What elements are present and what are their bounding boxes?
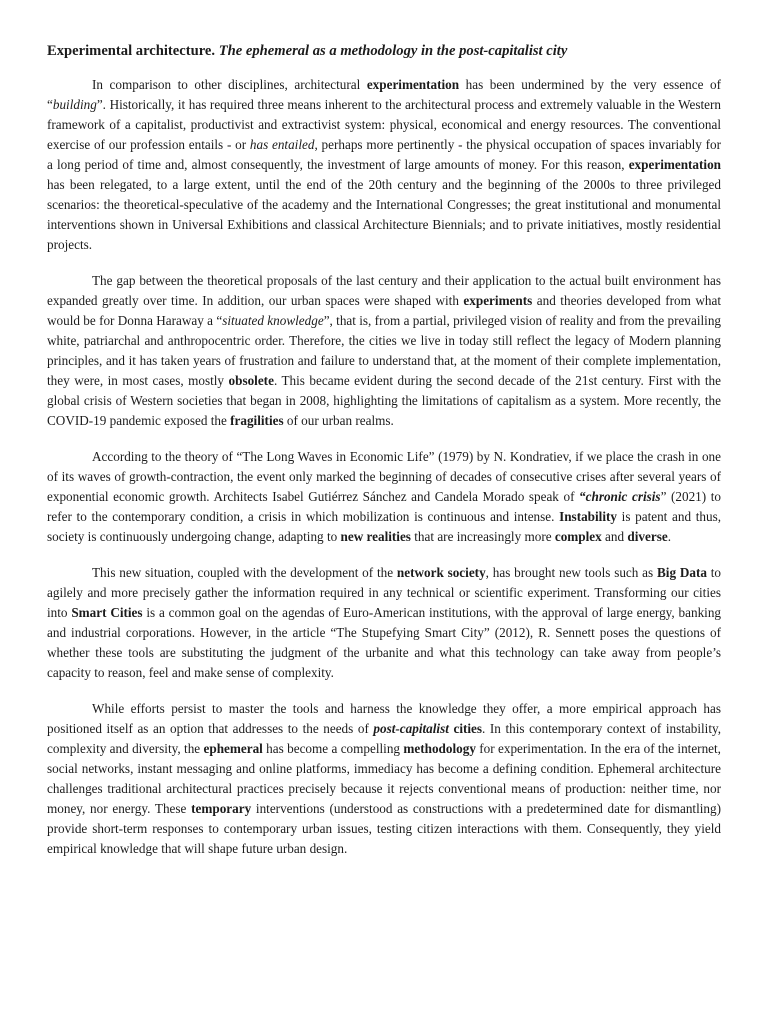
- italic-term: situated knowledge: [222, 313, 324, 328]
- emphasized-term: experimentation: [366, 77, 460, 92]
- paragraph-text: , has brought new tools such as: [485, 565, 657, 580]
- paragraph-text: .: [667, 529, 671, 544]
- paragraph-text: and theories developed from what would be for Donna Haraway a “: [47, 293, 721, 328]
- paragraph-text: is a common goal on the agendas of Euro-American institutions, with the approval of large energy, banking and industrial corporations. However, in the article “The Stupefying Smart City” (2012), R. Sennett poses the questions of whether these tools are substituting the judgment of the urbanite and what this technology can take away from people’s capacity to reason, feel and make sense of complexity.: [47, 605, 722, 680]
- emphasized-term: obsolete: [228, 373, 274, 388]
- document-title: [47, 40, 721, 62]
- paragraph: [47, 75, 721, 255]
- paragraph-text: has been relegated, to a large extent, until the end of the 20th century and the beginning of the 2000s to three privileged scenarios: the theoretical-speculative of the academy and the International Congresses; the great institutional and monumental interventions shown in Universal Exhibitions and classical Architecture Biennials; and to private initiatives, mostly residential projects.: [47, 177, 721, 252]
- emphasized-term: cities: [453, 721, 483, 736]
- emphasized-term: complex: [554, 529, 602, 544]
- emphasized-term: Instability: [559, 509, 617, 524]
- title-main: Experimental architecture.: [47, 43, 216, 59]
- paragraph: [47, 699, 721, 859]
- emphasized-term: ephemeral: [203, 741, 263, 756]
- emphasized-term: network society: [396, 565, 486, 580]
- paragraph-text: ” (2021) to refer to the contemporary condition, a crisis in which mobilization is continuous and intense.: [47, 489, 721, 524]
- emphasized-term: Smart Cities: [71, 605, 143, 620]
- paragraph-text: of our urban realms.: [283, 413, 394, 428]
- paragraph-text: ”. Historically, it has required three means inherent to the architectural process and extremely valuable in the Western framework of a capitalist, productivist and extractivist system: physical, economical and energy resources. The conventional exercise of our profession entails - or: [47, 97, 721, 152]
- emphasized-term: Big Data: [656, 565, 707, 580]
- emphasized-term: new realities: [340, 529, 411, 544]
- italic-term: has entailed: [249, 137, 315, 152]
- document-page: [47, 40, 721, 876]
- emphasized-term: experimentation: [628, 157, 721, 172]
- paragraph-text: According to the theory of “The Long Waves in Economic Life” (1979) by N. Kondratiev, if we place the crash in one of its waves of growth-contraction, the event only marked the beginning of decades of consecutive crises after several years of exponential economic growth. Architects Isabel Gutiérrez Sánchez and Candela Morado speak of: [47, 449, 721, 504]
- paragraph-text: , perhaps more pertinently - the physical occupation of spaces invariably for a long period of time and, almost consequently, the investment of large amounts of money. For this reason,: [47, 137, 722, 172]
- emphasized-term: experiments: [463, 293, 533, 308]
- paragraph-text: interventions (understood as constructions with a predetermined date for dismantling) provide short-term responses to contemporary urban issues, testing citizen interactions with them. Consequently, they yield empirical knowledge that will shape future urban design.: [47, 801, 721, 856]
- paragraph-text: has become a compelling: [262, 741, 404, 756]
- emphasized-term: diverse: [627, 529, 668, 544]
- paragraph: [47, 447, 721, 547]
- paragraph-text: has been undermined by the very essence of “: [47, 77, 722, 112]
- paragraph: [47, 563, 721, 683]
- paragraph-text: ”, that is, from a partial, privileged vision of reality and from the prevailing white, patriarchal and anthropocentric order. Therefore, the cities we live in today still reflect the legacy of Modern planning principles, and it has taken years of frustration and failure to understand that, at the moment of their complete implementation, they were, in most cases, mostly: [47, 313, 722, 388]
- paragraph-text: for experimentation. In the era of the internet, social networks, instant messaging and online platforms, immediacy has become a defining condition. Ephemeral architecture challenges traditional architectural practices precisely because it rejects conventional means of production: neither time, nor money, nor energy. These: [47, 741, 721, 816]
- paragraph-text: that are increasingly more: [410, 529, 555, 544]
- paragraph-text: The gap between the theoretical proposals of the last century and their application to the actual built environment has expanded greatly over time. In addition, our urban spaces were shaped with: [47, 273, 721, 308]
- emphasized-term: post-capitalist: [373, 721, 449, 736]
- emphasized-term: fragilities: [230, 413, 284, 428]
- paragraph: [47, 271, 721, 431]
- paragraph-text: to agilely and more precisely gather the information required in any technical or scientific experiment. Transforming our cities into: [47, 565, 722, 620]
- paragraph-text: and: [601, 529, 628, 544]
- paragraph-text: In comparison to other disciplines, architectural: [92, 77, 367, 92]
- italic-term: building: [52, 97, 97, 112]
- paragraph-text: . This became evident during the second decade of the 21st century. First with the global crisis of Western societies that began in 2008, highlighting the limitations of capitalism as a system. More recently, the COVID-19 pandemic exposed the: [47, 373, 721, 428]
- emphasized-term: methodology: [403, 741, 476, 756]
- emphasized-term: “chronic crisis: [579, 489, 661, 504]
- paragraph-text: This new situation, coupled with the development of the: [92, 565, 397, 580]
- paragraph-text: While efforts persist to master the tools and harness the knowledge they offer, a more empirical approach has positioned itself as an option that addresses to the needs of: [47, 701, 721, 736]
- emphasized-term: temporary: [191, 801, 252, 816]
- title-subtitle: The ephemeral as a methodology in the post-capitalist city: [218, 43, 568, 59]
- paragraph-text: is patent and thus, society is continuously undergoing change, adapting to: [47, 509, 721, 544]
- paragraph-text: . In this contemporary context of instability, complexity and diversity, the: [47, 721, 722, 756]
